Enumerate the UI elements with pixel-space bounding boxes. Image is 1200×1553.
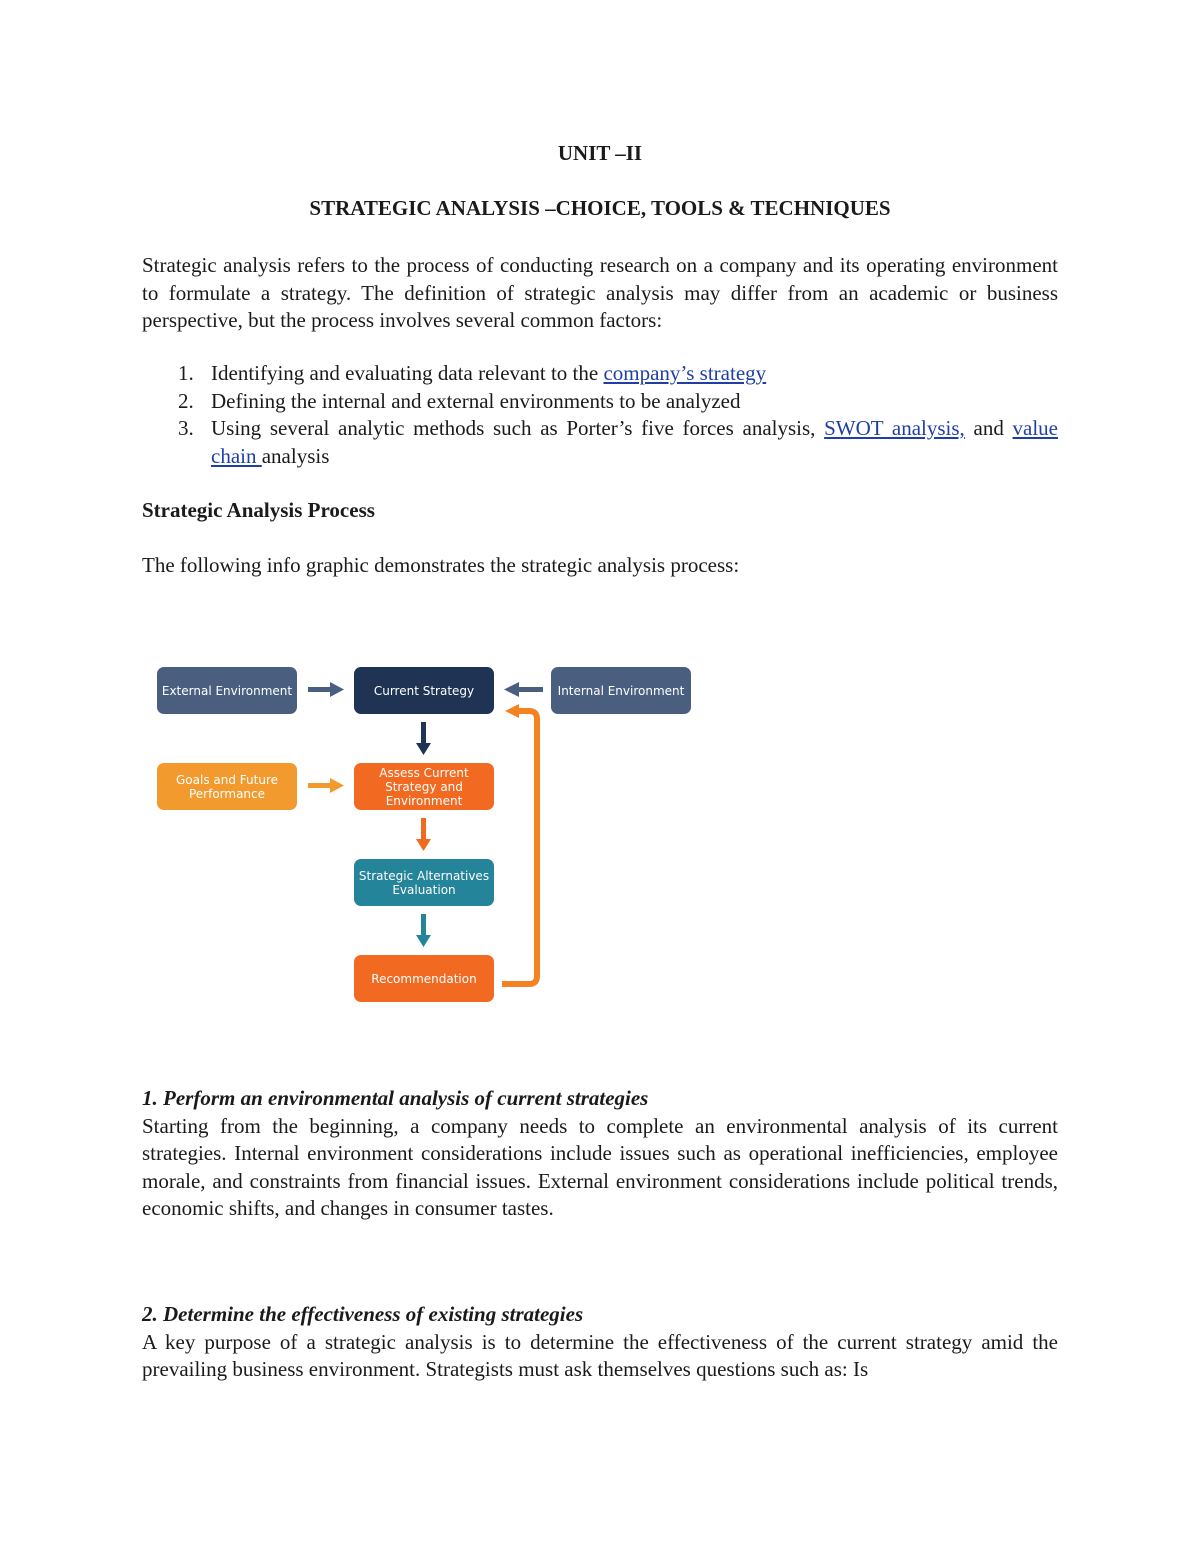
strategic-analysis-diagram bbox=[155, 664, 695, 1004]
section-2 bbox=[142, 1301, 1058, 1384]
section-2-heading: 2. Determine the effectiveness of existing strategies bbox=[142, 1302, 584, 1326]
list-number: 2. bbox=[178, 388, 194, 413]
list-number: 3. bbox=[178, 416, 194, 440]
value-chain-link[interactable]: value chain bbox=[211, 416, 1058, 468]
list-number: 1. bbox=[178, 361, 194, 385]
loop-arrow-recommendation-to-current bbox=[502, 704, 537, 984]
assess-current-strategy-box: Assess Current Strategy and Environment bbox=[354, 763, 494, 810]
arrow-external-to-current bbox=[308, 682, 344, 697]
section-1-heading: 1. Perform an environmental analysis of current strategies bbox=[142, 1086, 649, 1110]
section-1-body: Starting from the beginning, a company needs to complete an environmental analysis of its current strategies. Internal environment considerations include issues such as operational inefficiencies, employee morale, and constraints from financial issues. External environment considerations include political trends, economic shifts, and changes in consumer tastes. bbox=[142, 1113, 1058, 1220]
list-text: Using several analytic methods such as Porter’s five forces analysis, bbox=[211, 416, 825, 440]
external-environment-box: External Environment bbox=[157, 667, 297, 714]
list-text-mid: and bbox=[964, 416, 1013, 440]
internal-environment-box: Internal Environment bbox=[551, 667, 691, 714]
current-strategy-box: Current Strategy bbox=[354, 667, 494, 714]
process-intro: The following info graphic demonstrates the strategic analysis process: bbox=[142, 553, 740, 577]
list-item bbox=[142, 388, 1058, 416]
list-item bbox=[142, 360, 1058, 388]
document-title: STRATEGIC ANALYSIS –CHOICE, TOOLS & TECHNIQUES bbox=[309, 196, 891, 220]
arrow-internal-to-current bbox=[504, 682, 543, 697]
strategic-alternatives-box: Strategic Alternatives Evaluation bbox=[354, 859, 494, 906]
section-1 bbox=[142, 1085, 1058, 1223]
goals-future-performance-box: Goals and Future Performance bbox=[157, 763, 297, 810]
recommendation-box: Recommendation bbox=[354, 955, 494, 1002]
list-text: Identifying and evaluating data relevant to the bbox=[211, 361, 604, 385]
arrow-current-to-assess bbox=[416, 722, 431, 755]
arrow-assess-to-alternatives bbox=[416, 818, 431, 851]
intro-paragraph: Strategic analysis refers to the process of conducting research on a company and its operating environment to formulate a strategy. The definition of strategic analysis may differ from an academic or business perspective, but the process involves several common factors: bbox=[142, 253, 1058, 332]
arrow-goals-to-assess bbox=[308, 778, 344, 793]
process-heading: Strategic Analysis Process bbox=[142, 498, 375, 522]
diagram-arrows bbox=[155, 664, 695, 1004]
list-text: Defining the internal and external environments to be analyzed bbox=[211, 388, 741, 413]
company-strategy-link[interactable]: company’s strategy bbox=[603, 361, 767, 385]
factors-list bbox=[142, 360, 1058, 470]
list-item bbox=[142, 415, 1058, 470]
list-text-end: analysis bbox=[261, 443, 330, 468]
arrow-alternatives-to-recommendation bbox=[416, 914, 431, 947]
swot-analysis-link[interactable]: SWOT analysis, bbox=[824, 416, 965, 440]
unit-heading: UNIT –II bbox=[557, 141, 643, 165]
section-2-body: A key purpose of a strategic analysis is to determine the effectiveness of the current strategy amid the prevailing business environment. Strategists must ask themselves questions such as: Is bbox=[142, 1329, 1058, 1381]
